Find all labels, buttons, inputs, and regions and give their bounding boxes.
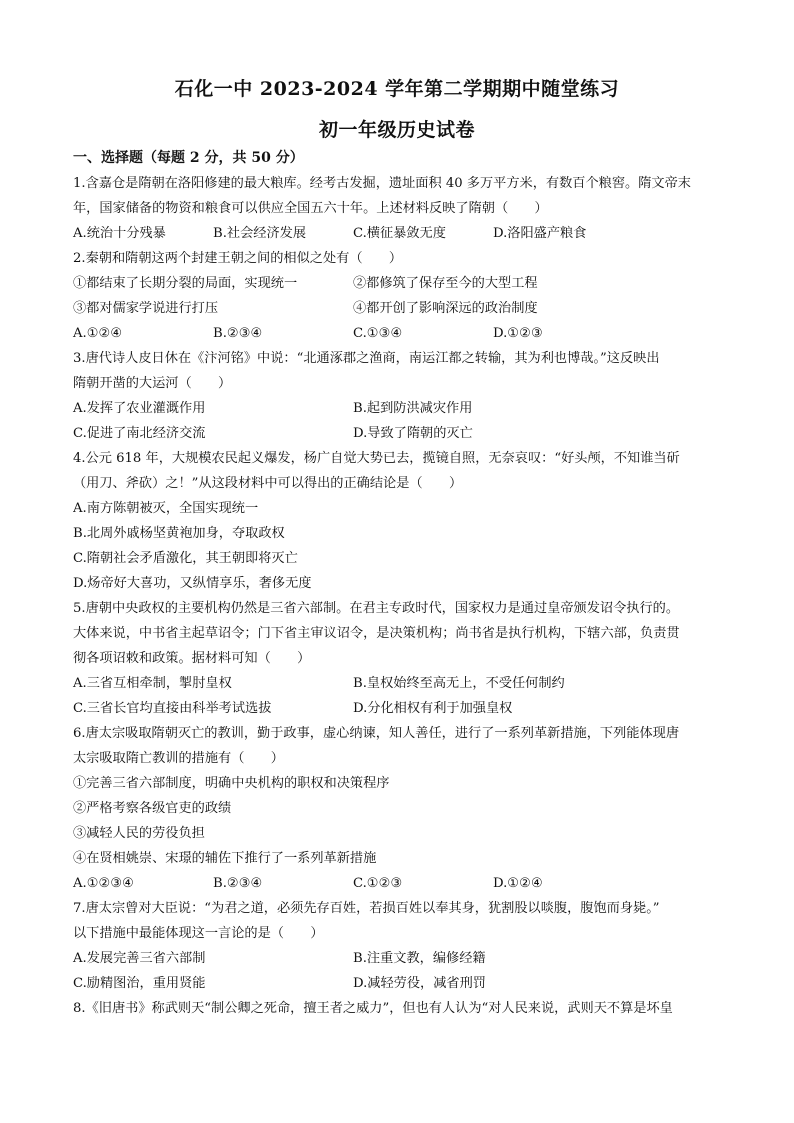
- question-4-stem: （用刀、斧砍）之！”从这段材料中可以得出的正确结论是（ ）: [73, 476, 463, 491]
- question-1-stem: 1.含嘉仓是隋朝在洛阳修建的最大粮库。经考古发掘，遗址面积 40 多万平方米，有数百个粮窖。隋文帝末: [73, 176, 691, 191]
- option-c: C.①②③: [353, 876, 403, 891]
- question-4-stem: 4.公元 618 年，大规模农民起义爆发，杨广自觉大势已去，揽镜自照，无奈哀叹：“好头颅，不知谁当斫: [73, 451, 680, 466]
- section-heading: 一、选择题（每题 2 分，共 50 分）: [73, 150, 304, 166]
- option-b: B.北周外戚杨坚黄袍加身，夺取政权: [73, 526, 285, 541]
- question-6-stem: 6.唐太宗吸取隋朝灭亡的教训，勤于政事，虚心纳谏，知人善任，进行了一系列革新措施，下列能体现唐: [73, 726, 680, 741]
- option-a: A.南方陈朝被灭，全国实现统一: [73, 501, 259, 516]
- statement-4: ④在贤相姚崇、宋璟的辅佐下推行了一系列革新措施: [73, 851, 377, 866]
- question-2-options: [73, 321, 723, 346]
- option-d: D.①②④: [493, 876, 543, 891]
- option-b: B.皇权始终至高无上，不受任何制约: [353, 676, 565, 691]
- option-c: C.促进了南北经济交流: [73, 426, 206, 441]
- question-7-options: [73, 971, 723, 996]
- question-2-statements: [73, 271, 723, 296]
- option-b: B.起到防洪减灾作用: [353, 401, 473, 416]
- statement-2: ②都修筑了保存至今的大型工程: [353, 276, 538, 291]
- option-a: A.三省互相牵制，掣肘皇权: [73, 676, 232, 691]
- question-3-stem: 3.唐代诗人皮日休在《汴河铭》中说：“北通涿郡之渔商，南运江都之转输，其为利也博哉。”这反映出: [73, 351, 660, 366]
- question-3-options: [73, 396, 723, 421]
- question-5-stem: 彻各项诏敕和政策。据材料可知（ ）: [73, 651, 311, 666]
- option-d: D.炀帝好大喜功，又纵情享乐，奢侈无度: [73, 576, 312, 591]
- option-d: D.①②③: [493, 326, 543, 341]
- option-c: C.隋朝社会矛盾激化，其王朝即将灭亡: [73, 551, 298, 566]
- option-b: B.②③④: [213, 326, 263, 341]
- option-d: D.洛阳盛产粮食: [493, 226, 587, 241]
- option-a: A.统治十分残暴: [73, 226, 166, 241]
- question-5-options: [73, 671, 723, 696]
- option-d: D.导致了隋朝的灭亡: [353, 426, 473, 441]
- statement-1: ①完善三省六部制度，明确中央机构的职权和决策程序: [73, 776, 390, 791]
- option-c: C.①③④: [353, 326, 403, 341]
- option-a: A.①②④: [73, 326, 123, 341]
- statement-1: ①都结束了长期分裂的局面，实现统一: [73, 276, 298, 291]
- question-7-stem: 以下措施中最能体现这一言论的是（ ）: [73, 926, 324, 941]
- option-b: B.社会经济发展: [213, 226, 307, 241]
- exam-title: 石化一中 2023-2024 学年第二学期期中随堂练习: [174, 78, 620, 100]
- statement-3: ③减轻人民的劳役负担: [73, 826, 205, 841]
- question-6-options: [73, 871, 723, 896]
- question-5-stem: 大体来说，中书省主起草诏令；门下省主审议诏令，是决策机构；尚书省是执行机构，下辖六部，负责贯: [73, 626, 680, 641]
- option-d: D.减轻劳役，减省刑罚: [353, 976, 486, 991]
- option-d: D.分化相权有利于加强皇权: [353, 701, 513, 716]
- question-7-stem: 7.唐太宗曾对大臣说：“为君之道，必须先存百姓，若损百姓以奉其身，犹割股以啖腹，腹饱而身毙。”: [73, 901, 660, 916]
- question-5-options: [73, 696, 723, 721]
- option-b: B.注重文教，编修经籍: [353, 951, 486, 966]
- option-b: B.②③④: [213, 876, 263, 891]
- question-8-stem: 8.《旧唐书》称武则天“制公卿之死命，擅王者之威力”，但也有人认为“对人民来说，武则天不算是坏皇: [73, 1001, 673, 1016]
- question-7-options: [73, 946, 723, 971]
- question-5-stem: 5.唐朝中央政权的主要机构仍然是三省六部制。在君主专政时代，国家权力是通过皇帝颁发诏令执行的。: [73, 601, 680, 616]
- question-2-statements: [73, 296, 723, 321]
- question-1-stem: 年，国家储备的物资和粮食可以供应全国五六十年。上述材料反映了隋朝（ ）: [73, 201, 548, 216]
- question-6-stem: 太宗吸取隋亡教训的措施有（ ）: [73, 751, 284, 766]
- statement-2: ②严格考察各级官吏的政绩: [73, 801, 232, 816]
- option-a: A.①②③④: [73, 876, 135, 891]
- option-c: C.励精图治，重用贤能: [73, 976, 206, 991]
- question-1-options: [73, 221, 723, 246]
- question-list: [73, 146, 723, 1021]
- question-2-stem: 2.秦朝和隋朝这两个封建王朝之间的相似之处有（ ）: [73, 251, 403, 266]
- option-a: A.发挥了农业灌溉作用: [73, 401, 206, 416]
- statement-3: ③都对儒家学说进行打压: [73, 301, 219, 316]
- option-c: C.横征暴敛无度: [353, 226, 446, 241]
- question-3-options: [73, 421, 723, 446]
- statement-4: ④都开创了影响深远的政治制度: [353, 301, 538, 316]
- question-3-stem: 隋朝开凿的大运河（ ）: [73, 376, 232, 391]
- exam-subtitle: 初一年级历史试卷: [318, 119, 475, 141]
- option-a: A.发展完善三省六部制: [73, 951, 206, 966]
- option-c: C.三省长官均直接由科举考试选拔: [73, 701, 272, 716]
